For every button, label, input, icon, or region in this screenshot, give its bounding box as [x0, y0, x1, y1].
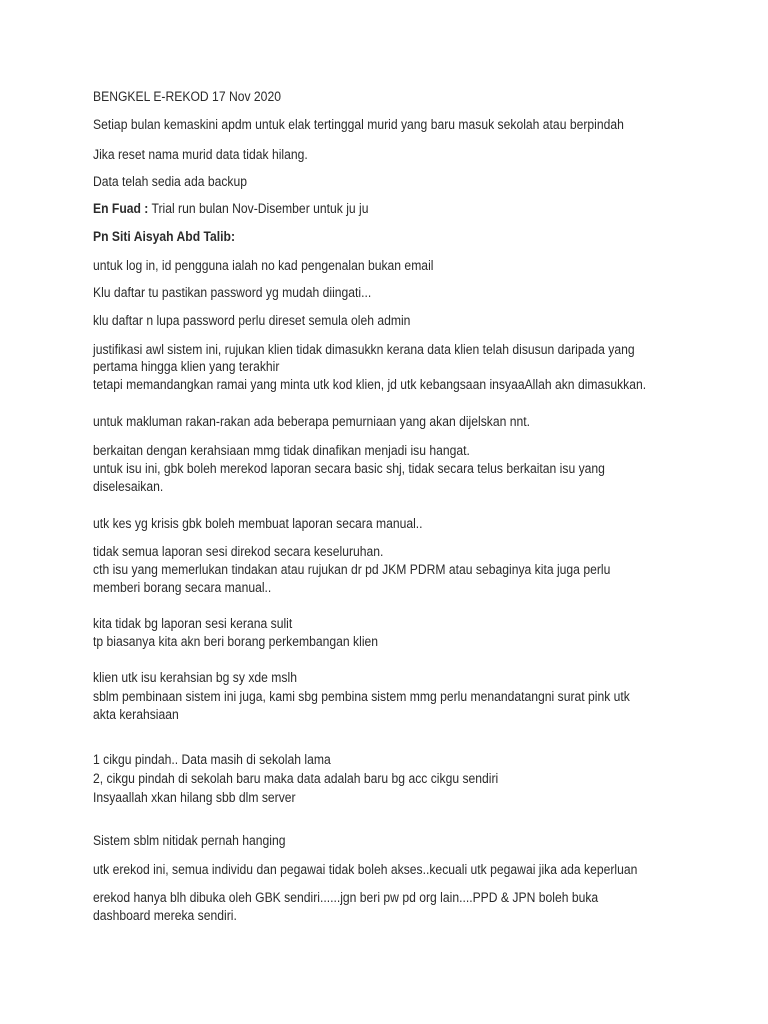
note-line: akta kerahsiaan [93, 707, 179, 722]
note-line: cth isu yang memerlukan tindakan atau rujukan dr pd JKM PDRM atau sebaginya kita juga perlu [93, 562, 611, 577]
note-line: pertama hingga klien yang terakhir [93, 359, 280, 374]
paragraph: Jika reset nama murid data tidak hilang. [93, 147, 308, 162]
note-line: 1 cikgu pindah.. Data masih di sekolah lama [93, 752, 331, 767]
paragraph: Setiap bulan kemaskini apdm untuk elak tertinggal murid yang baru masuk sekolah atau berpindah [93, 117, 624, 132]
note-line: untuk isu ini, gbk boleh merekod laporan secara basic shj, tidak secara telus berkaitan isu yang [93, 461, 605, 476]
note-line: tidak semua laporan sesi direkod secara keseluruhan. [93, 544, 384, 559]
document-title: BENGKEL E-REKOD 17 Nov 2020 [93, 89, 281, 104]
note-line: berkaitan dengan kerahsiaan mmg tidak dinafikan menjadi isu hangat. [93, 443, 470, 458]
note-line: tp biasanya kita akn beri borang perkembangan klien [93, 634, 379, 649]
note-line: utk erekod ini, semua individu dan pegawai tidak boleh akses..kecuali utk pegawai jika ada keperluan [93, 862, 638, 877]
note-line: Sistem sblm nitidak pernah hanging [93, 833, 286, 848]
note-line: 2, cikgu pindah di sekolah baru maka data adalah baru bg acc cikgu sendiri [93, 771, 499, 786]
note-line: untuk log in, id pengguna ialah no kad pengenalan bukan email [93, 258, 434, 273]
note-line: dashboard mereka sendiri. [93, 908, 237, 923]
note-line: memberi borang secara manual.. [93, 580, 272, 595]
note-line: sblm pembinaan sistem ini juga, kami sbg pembina sistem mmg perlu menandatangni surat pink utk [93, 689, 630, 704]
note-line: justifikasi awl sistem ini, rujukan klien tidak dimasukkn kerana data klien telah disusun daripada yang [93, 342, 635, 357]
note-line: klien utk isu kerahsian bg sy xde mslh [93, 670, 297, 685]
speaker-name: En Fuad : [93, 201, 149, 216]
speaker-name-aisyah: Pn Siti Aisyah Abd Talib: [93, 229, 235, 244]
note-line: kita tidak bg laporan sesi kerana sulit [93, 616, 293, 631]
note-line: Klu daftar tu pastikan password yg mudah diingati... [93, 285, 372, 300]
note-line: tetapi memandangkan ramai yang minta utk kod klien, jd utk kebangsaan insyaaAllah akn dimasukkan. [93, 377, 647, 392]
note-line: utk kes yg krisis gbk boleh membuat laporan secara manual.. [93, 516, 423, 531]
note-line: klu daftar n lupa password perlu direset semula oleh admin [93, 313, 411, 328]
speaker-line-fuad [93, 200, 633, 218]
speaker-text: Trial run bulan Nov-Disember untuk ju ju [148, 201, 369, 216]
note-line: diselesaikan. [93, 479, 164, 494]
note-line: erekod hanya blh dibuka oleh GBK sendiri......jgn beri pw pd org lain....PPD & JPN boleh buka [93, 890, 599, 905]
note-line: untuk makluman rakan-rakan ada beberapa pemurniaan yang akan dijelskan nnt. [93, 414, 531, 429]
note-line: Insyaallah xkan hilang sbb dlm server [93, 790, 296, 805]
paragraph: Data telah sedia ada backup [93, 174, 248, 189]
